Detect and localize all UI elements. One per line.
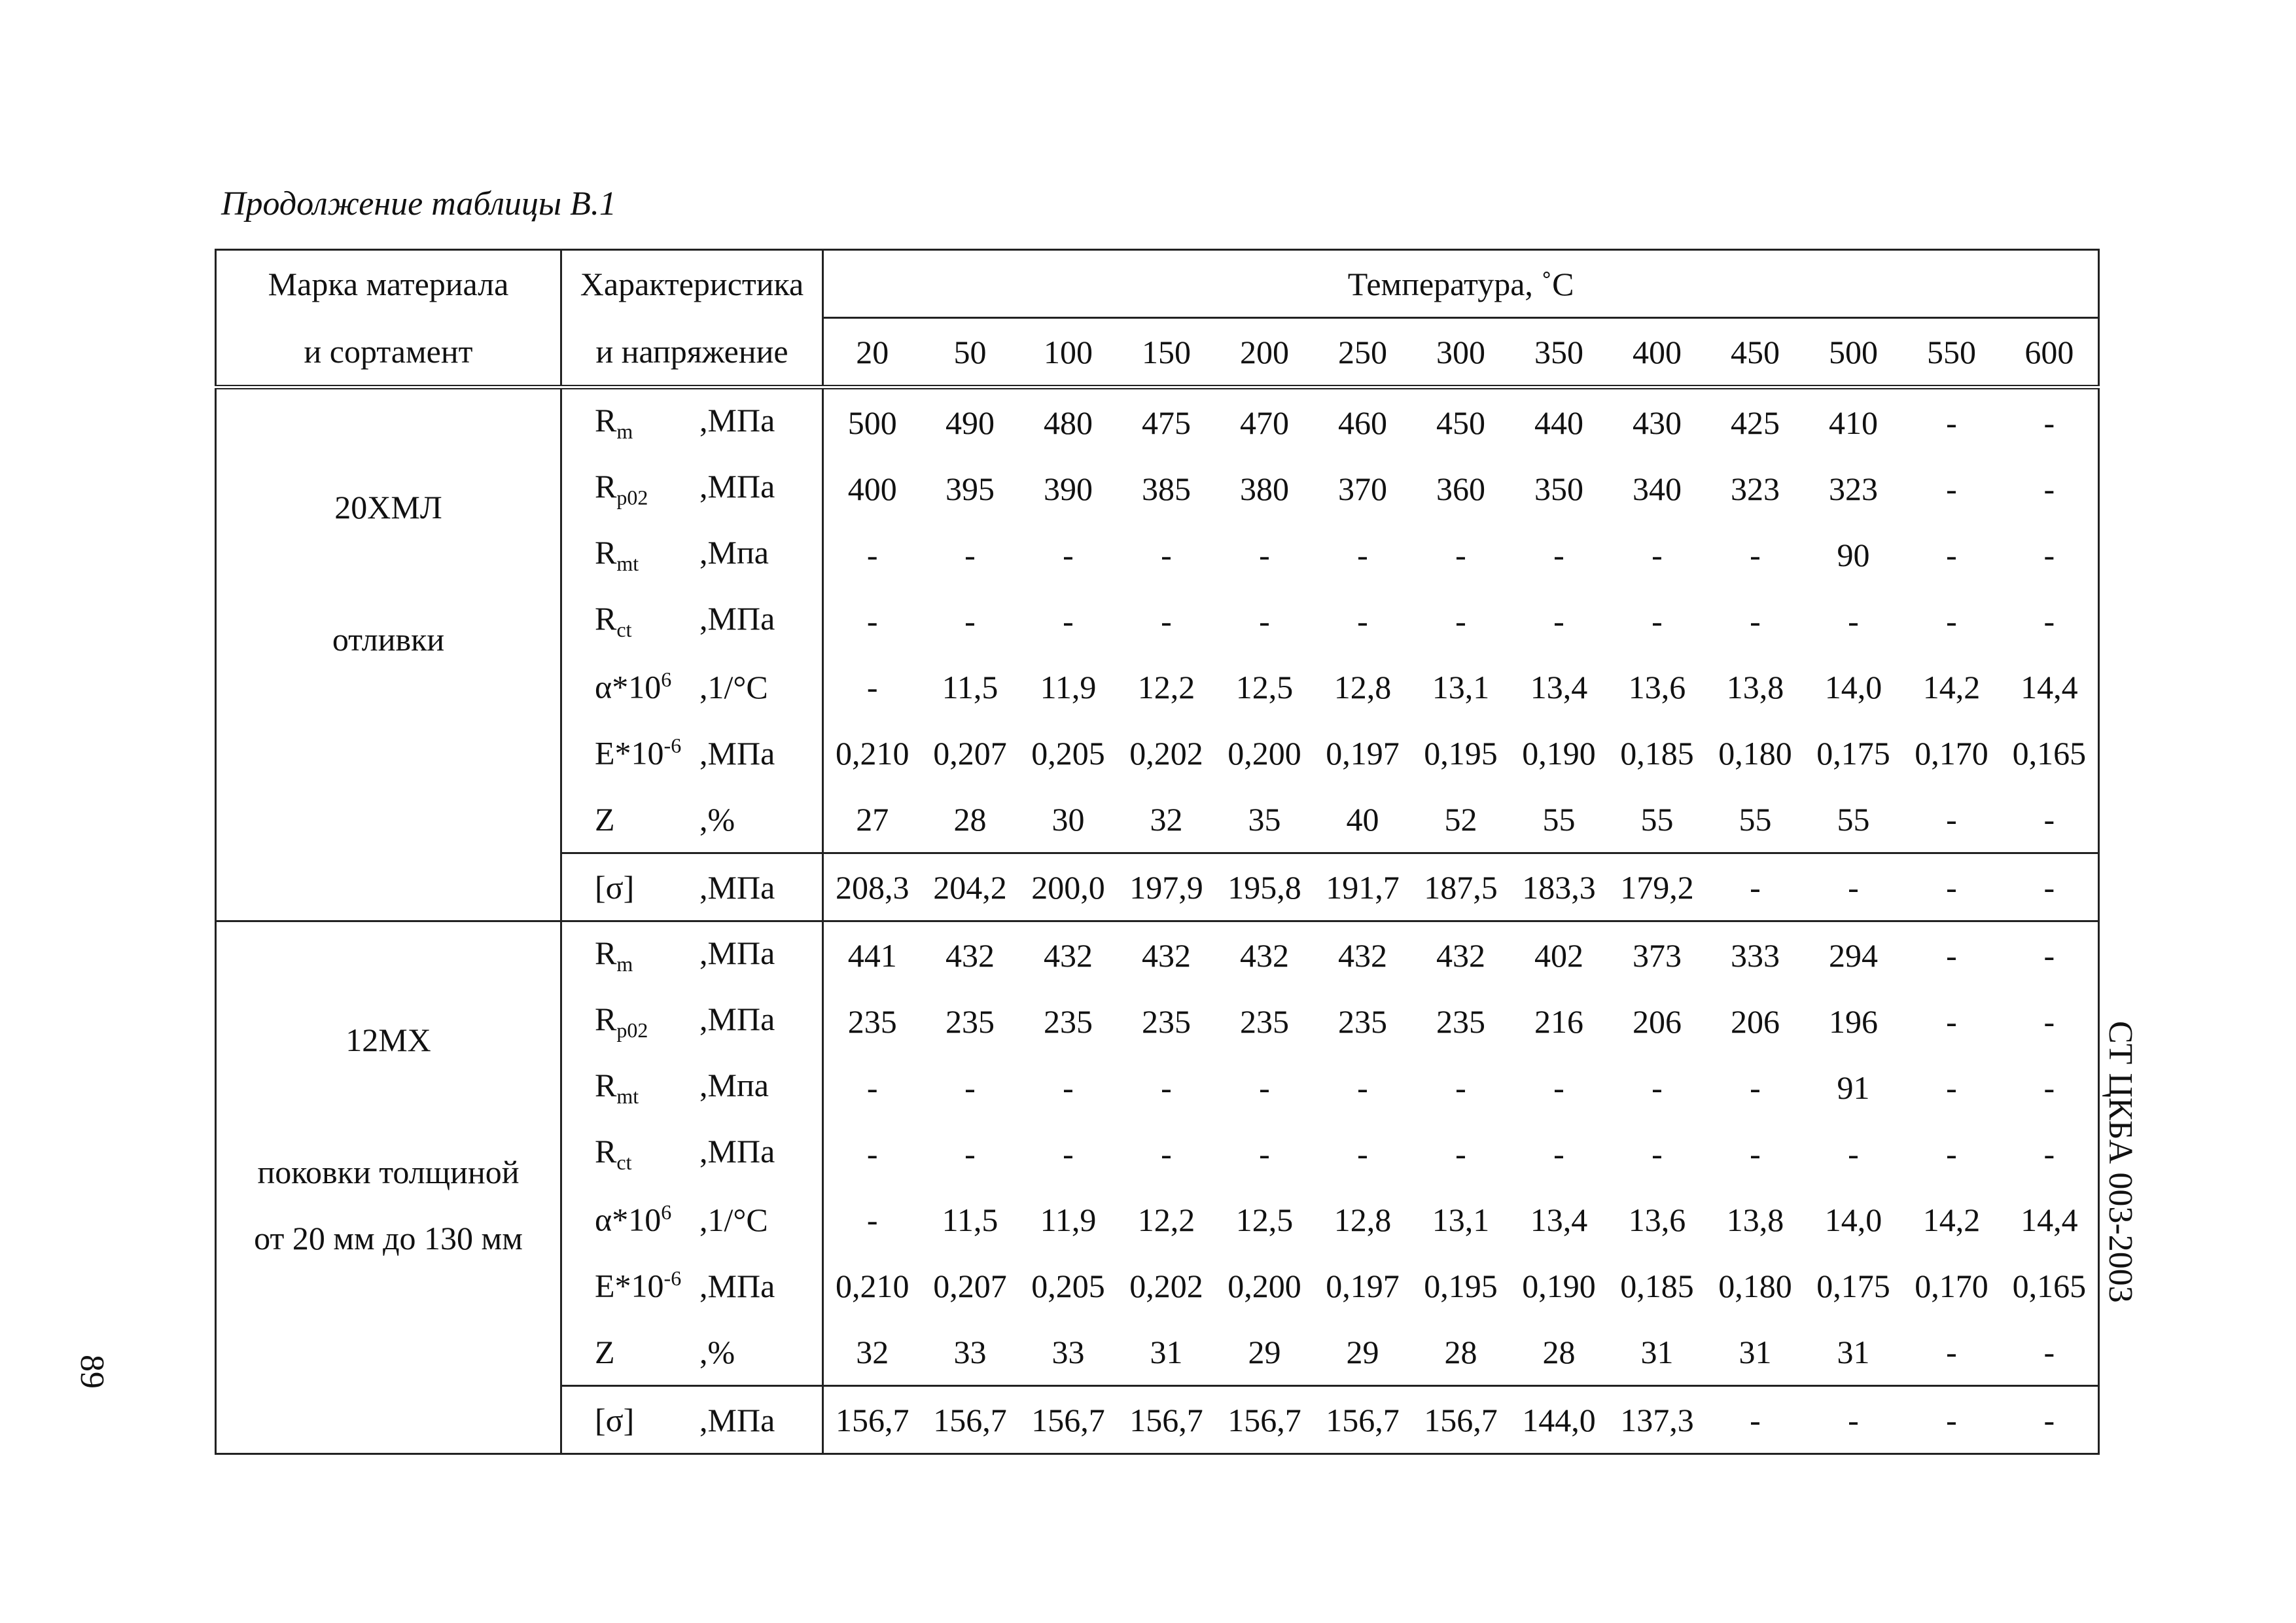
value-cell: 12,5 xyxy=(1235,1201,1294,1238)
value-cell: - xyxy=(1946,1003,1957,1040)
temperature-header-cell: 150 xyxy=(1118,318,1216,387)
table-row xyxy=(216,921,2099,989)
value-cell: - xyxy=(1750,536,1761,573)
value-cell: 31 xyxy=(1608,1319,1706,1386)
value-cell: - xyxy=(2001,522,2099,588)
value-cell: - xyxy=(2001,921,2099,989)
value-cell: 40 xyxy=(1314,786,1412,853)
value-cell: 390 xyxy=(1044,470,1093,507)
value-cell: - xyxy=(866,1201,878,1238)
value-cell: 14,2 xyxy=(1922,668,1981,705)
value-cell: 432 xyxy=(1338,936,1387,974)
header-temperature: Температура, ˚С xyxy=(823,250,2099,318)
value-cell: 432 xyxy=(1044,936,1093,974)
value-cell: 235 xyxy=(1338,1003,1387,1040)
value-cell: 0,210 xyxy=(836,1267,910,1304)
value-cell: 340 xyxy=(1633,470,1682,507)
value-cell: 0,190 xyxy=(1522,734,1596,772)
value-cell: - xyxy=(1651,536,1663,573)
value-cell: - xyxy=(1259,1135,1270,1172)
value-cell: 55 xyxy=(1608,786,1706,853)
characteristic-cell: Z ,% xyxy=(561,786,823,853)
value-cell: - xyxy=(2001,1386,2099,1454)
value-cell: 441 xyxy=(847,936,897,974)
value-cell: - xyxy=(1063,1135,1074,1172)
value-cell: 55 xyxy=(1805,786,1903,853)
value-cell: 323 xyxy=(1731,470,1780,507)
header-characteristic: Характеристика xyxy=(561,250,823,318)
characteristic-cell: $E*10^{-6}$ ,МПа xyxy=(561,1253,823,1319)
value-cell: 0,165 xyxy=(2001,720,2099,786)
value-cell: 13,6 xyxy=(1628,1201,1686,1238)
value-cell: 206 xyxy=(1633,1003,1682,1040)
value-cell: - xyxy=(964,536,976,573)
material-properties-table xyxy=(215,249,2100,1455)
value-cell: 294 xyxy=(1829,936,1878,974)
value-cell: 460 xyxy=(1338,404,1387,441)
material-line xyxy=(217,1073,560,1139)
value-cell: 183,3 xyxy=(1510,853,1608,921)
value-cell: 14,0 xyxy=(1824,1201,1882,1238)
value-cell: - xyxy=(1946,404,1957,441)
value-cell: 430 xyxy=(1633,404,1682,441)
value-cell: 156,7 xyxy=(823,1386,921,1454)
value-cell: 0,202 xyxy=(1129,1267,1203,1304)
characteristic-cell: $R_{mt}$ ,Мпа xyxy=(561,1054,823,1120)
value-cell: 490 xyxy=(945,404,995,441)
value-cell: 144,0 xyxy=(1510,1386,1608,1454)
value-cell: - xyxy=(866,1069,878,1106)
value-cell: - xyxy=(1259,602,1270,639)
value-cell: - xyxy=(1750,602,1761,639)
value-cell: 32 xyxy=(823,1319,921,1386)
value-cell: 156,7 xyxy=(1216,1386,1314,1454)
characteristic-cell: Z ,% xyxy=(561,1319,823,1386)
temperature-header-cell: 100 xyxy=(1019,318,1118,387)
characteristic-cell: $\alpha*10^6$ ,1/°С xyxy=(561,654,823,720)
characteristic-cell: $R_{mt}$ ,Мпа xyxy=(561,522,823,588)
value-cell: 13,8 xyxy=(1726,1201,1784,1238)
value-cell: 0,170 xyxy=(1915,734,1988,772)
value-cell: 235 xyxy=(945,1003,995,1040)
value-cell: - xyxy=(1805,853,1903,921)
value-cell: 0,190 xyxy=(1522,1267,1596,1304)
value-cell: 235 xyxy=(1436,1003,1485,1040)
value-cell: 0,207 xyxy=(933,734,1007,772)
value-cell: 370 xyxy=(1338,470,1387,507)
value-cell: 410 xyxy=(1829,404,1878,441)
value-cell: 395 xyxy=(945,470,995,507)
value-cell: 402 xyxy=(1534,936,1583,974)
value-cell: - xyxy=(1455,1135,1466,1172)
value-cell: - xyxy=(2001,387,2099,456)
value-cell: 235 xyxy=(1142,1003,1191,1040)
value-cell: 470 xyxy=(1240,404,1289,441)
value-cell: 156,7 xyxy=(921,1386,1019,1454)
value-cell: - xyxy=(1259,536,1270,573)
value-cell: 13,6 xyxy=(1628,668,1686,705)
value-cell: 0,175 xyxy=(1816,1267,1890,1304)
value-cell: 33 xyxy=(921,1319,1019,1386)
value-cell: 0,205 xyxy=(1031,1267,1105,1304)
value-cell: 14,0 xyxy=(1824,668,1882,705)
value-cell: 0,200 xyxy=(1227,734,1301,772)
value-cell: - xyxy=(1553,1069,1564,1106)
material-line xyxy=(217,1272,560,1338)
header-material-line2: и сортамент xyxy=(216,318,561,387)
value-cell: 432 xyxy=(945,936,995,974)
value-cell: 11,9 xyxy=(1040,668,1097,705)
value-cell: 0,180 xyxy=(1718,734,1792,772)
value-cell: - xyxy=(1357,602,1368,639)
value-cell: - xyxy=(1706,1386,1805,1454)
temperature-header-cell: 250 xyxy=(1314,318,1412,387)
characteristic-cell: [σ] ,МПа xyxy=(561,853,823,921)
value-cell: - xyxy=(1455,536,1466,573)
material-line: 12МХ xyxy=(345,1022,431,1058)
value-cell: - xyxy=(1357,536,1368,573)
value-cell: 29 xyxy=(1314,1319,1412,1386)
characteristic-cell: $R_{ct}$ ,МПа xyxy=(561,588,823,654)
value-cell: 475 xyxy=(1142,404,1191,441)
value-cell: 29 xyxy=(1216,1319,1314,1386)
value-cell: - xyxy=(866,536,878,573)
value-cell: 28 xyxy=(1510,1319,1608,1386)
value-cell: 12,8 xyxy=(1333,668,1392,705)
value-cell: 11,5 xyxy=(942,668,998,705)
value-cell: 28 xyxy=(921,786,1019,853)
material-line: отливки xyxy=(332,621,445,658)
value-cell: 360 xyxy=(1436,470,1485,507)
temperature-header-cell: 200 xyxy=(1216,318,1314,387)
material-cell xyxy=(216,387,561,921)
value-cell: 0,180 xyxy=(1718,1267,1792,1304)
value-cell: 0,165 xyxy=(2001,1253,2099,1319)
value-cell: - xyxy=(1161,1069,1172,1106)
value-cell: 52 xyxy=(1412,786,1510,853)
value-cell: 500 xyxy=(847,404,897,441)
value-cell: 450 xyxy=(1436,404,1485,441)
value-cell: 0,200 xyxy=(1227,1267,1301,1304)
value-cell: - xyxy=(1848,1135,1859,1172)
value-cell: 12,5 xyxy=(1235,668,1294,705)
value-cell: - xyxy=(1063,602,1074,639)
value-cell: 216 xyxy=(1534,1003,1583,1040)
value-cell: 13,4 xyxy=(1530,1201,1588,1238)
characteristic-cell: [σ] ,МПа xyxy=(561,1386,823,1454)
value-cell: 91 xyxy=(1837,1069,1870,1106)
value-cell: 0,205 xyxy=(1031,734,1105,772)
value-cell: 425 xyxy=(1731,404,1780,441)
temperature-header-cell: 350 xyxy=(1510,318,1608,387)
value-cell: - xyxy=(1946,1069,1957,1106)
value-cell: 197,9 xyxy=(1118,853,1216,921)
value-cell: - xyxy=(2001,853,2099,921)
value-cell: - xyxy=(1357,1069,1368,1106)
value-cell: - xyxy=(1455,1069,1466,1106)
value-cell: 13,1 xyxy=(1432,668,1490,705)
value-cell: - xyxy=(1161,536,1172,573)
material-line: 20ХМЛ xyxy=(334,489,442,526)
value-cell: 432 xyxy=(1240,936,1289,974)
value-cell: - xyxy=(866,1135,878,1172)
value-cell: - xyxy=(1553,536,1564,573)
temperature-header-cell: 300 xyxy=(1412,318,1510,387)
table-caption: Продолжение таблицы В.1 xyxy=(221,185,616,223)
value-cell: - xyxy=(1161,602,1172,639)
value-cell: 206 xyxy=(1731,1003,1780,1040)
value-cell: - xyxy=(2001,988,2099,1054)
value-cell: 323 xyxy=(1829,470,1878,507)
value-cell: - xyxy=(1063,536,1074,573)
page-number: 89 xyxy=(73,1355,111,1389)
value-cell: 31 xyxy=(1118,1319,1216,1386)
value-cell: 204,2 xyxy=(921,853,1019,921)
value-cell: - xyxy=(1848,602,1859,639)
value-cell: - xyxy=(1946,470,1957,507)
value-cell: 0,195 xyxy=(1424,1267,1498,1304)
value-cell: 0,170 xyxy=(1915,1267,1988,1304)
value-cell: - xyxy=(2001,786,2099,853)
value-cell: - xyxy=(1903,853,2001,921)
value-cell: 200,0 xyxy=(1019,853,1118,921)
table-row xyxy=(216,387,2099,456)
temperature-header-cell: 20 xyxy=(823,318,921,387)
value-cell: 32 xyxy=(1118,786,1216,853)
temperature-header-cell: 550 xyxy=(1903,318,2001,387)
value-cell: 380 xyxy=(1240,470,1289,507)
value-cell: 30 xyxy=(1019,786,1118,853)
value-cell: 156,7 xyxy=(1314,1386,1412,1454)
value-cell: - xyxy=(1946,536,1957,573)
value-cell: - xyxy=(2001,1054,2099,1120)
value-cell: 137,3 xyxy=(1608,1386,1706,1454)
value-cell: 12,2 xyxy=(1137,1201,1195,1238)
value-cell: 187,5 xyxy=(1412,853,1510,921)
value-cell: - xyxy=(1805,1386,1903,1454)
value-cell: 235 xyxy=(847,1003,897,1040)
value-cell: 156,7 xyxy=(1019,1386,1118,1454)
value-cell: - xyxy=(1750,1135,1761,1172)
value-cell: - xyxy=(1161,1135,1172,1172)
temperature-header-cell: 400 xyxy=(1608,318,1706,387)
value-cell: 0,197 xyxy=(1326,1267,1400,1304)
value-cell: 14,4 xyxy=(2001,654,2099,720)
value-cell: - xyxy=(1651,602,1663,639)
material-line xyxy=(217,673,560,739)
value-cell: 208,3 xyxy=(823,853,921,921)
temperature-header-cell: 600 xyxy=(2001,318,2099,387)
value-cell: 13,8 xyxy=(1726,668,1784,705)
temperature-header-cell: 450 xyxy=(1706,318,1805,387)
value-cell: 196 xyxy=(1829,1003,1878,1040)
value-cell: 385 xyxy=(1142,470,1191,507)
value-cell: 350 xyxy=(1534,470,1583,507)
value-cell: 0,202 xyxy=(1129,734,1203,772)
value-cell: 432 xyxy=(1436,936,1485,974)
value-cell: - xyxy=(964,1135,976,1172)
value-cell: - xyxy=(2001,588,2099,654)
characteristic-cell: $R_{ct}$ ,МПа xyxy=(561,1120,823,1186)
value-cell: - xyxy=(964,602,976,639)
value-cell: - xyxy=(1357,1135,1368,1172)
value-cell: 90 xyxy=(1837,536,1870,573)
value-cell: 28 xyxy=(1412,1319,1510,1386)
value-cell: 440 xyxy=(1534,404,1583,441)
value-cell: - xyxy=(1946,602,1957,639)
value-cell: 0,197 xyxy=(1326,734,1400,772)
value-cell: - xyxy=(1903,1386,2001,1454)
value-cell: - xyxy=(1946,936,1957,974)
value-cell: 31 xyxy=(1805,1319,1903,1386)
value-cell: 480 xyxy=(1044,404,1093,441)
value-cell: 432 xyxy=(1142,936,1191,974)
value-cell: - xyxy=(2001,455,2099,522)
document-code: СТ ЦКБА 003-2003 xyxy=(2102,1021,2139,1303)
value-cell: - xyxy=(964,1069,976,1106)
value-cell: 11,9 xyxy=(1040,1201,1097,1238)
value-cell: - xyxy=(1259,1069,1270,1106)
temperature-header-cell: 500 xyxy=(1805,318,1903,387)
temperature-header-cell: 50 xyxy=(921,318,1019,387)
value-cell: 195,8 xyxy=(1216,853,1314,921)
value-cell: 35 xyxy=(1216,786,1314,853)
value-cell: 0,195 xyxy=(1424,734,1498,772)
value-cell: 13,1 xyxy=(1432,1201,1490,1238)
value-cell: - xyxy=(1750,1069,1761,1106)
characteristic-cell: $E*10^{-6}$ ,МПа xyxy=(561,720,823,786)
value-cell: - xyxy=(1903,786,2001,853)
value-cell: 333 xyxy=(1731,936,1780,974)
material-line: поковки толщиной xyxy=(257,1154,520,1190)
value-cell: - xyxy=(1946,1135,1957,1172)
value-cell: - xyxy=(1553,602,1564,639)
value-cell: 179,2 xyxy=(1608,853,1706,921)
characteristic-cell: $R_m$ ,МПа xyxy=(561,921,823,989)
value-cell: - xyxy=(1455,602,1466,639)
value-cell: 12,2 xyxy=(1137,668,1195,705)
characteristic-cell: $R_{p02}$ ,МПа xyxy=(561,455,823,522)
material-cell xyxy=(216,921,561,1454)
value-cell: 400 xyxy=(847,470,897,507)
value-cell: - xyxy=(866,668,878,705)
characteristic-cell: $R_{p02}$ ,МПа xyxy=(561,988,823,1054)
value-cell: - xyxy=(1063,1069,1074,1106)
characteristic-cell: $\alpha*10^6$ ,1/°С xyxy=(561,1186,823,1253)
value-cell: - xyxy=(2001,1120,2099,1186)
value-cell: 55 xyxy=(1510,786,1608,853)
value-cell: 235 xyxy=(1240,1003,1289,1040)
value-cell: 31 xyxy=(1706,1319,1805,1386)
header-characteristic-line2: и напряжение xyxy=(561,318,823,387)
value-cell: 14,4 xyxy=(2001,1186,2099,1253)
value-cell: - xyxy=(1553,1135,1564,1172)
value-cell: - xyxy=(1651,1069,1663,1106)
value-cell: - xyxy=(866,602,878,639)
value-cell: - xyxy=(1651,1135,1663,1172)
value-cell: 0,210 xyxy=(836,734,910,772)
value-cell: - xyxy=(1706,853,1805,921)
value-cell: 55 xyxy=(1706,786,1805,853)
value-cell: 27 xyxy=(823,786,921,853)
value-cell: 191,7 xyxy=(1314,853,1412,921)
value-cell: 0,185 xyxy=(1620,734,1694,772)
value-cell: 156,7 xyxy=(1412,1386,1510,1454)
value-cell: 156,7 xyxy=(1118,1386,1216,1454)
header-material: Марка материала xyxy=(216,250,561,318)
material-line: от 20 мм до 130 мм xyxy=(254,1220,523,1257)
value-cell: 0,175 xyxy=(1816,734,1890,772)
value-cell: 373 xyxy=(1633,936,1682,974)
value-cell: 12,8 xyxy=(1333,1201,1392,1238)
material-line xyxy=(217,541,560,607)
value-cell: 11,5 xyxy=(942,1201,998,1238)
characteristic-cell: $R_m$ ,МПа xyxy=(561,387,823,456)
material-line xyxy=(217,739,560,805)
value-cell: - xyxy=(2001,1319,2099,1386)
value-cell: 33 xyxy=(1019,1319,1118,1386)
value-cell: 0,185 xyxy=(1620,1267,1694,1304)
value-cell: 0,207 xyxy=(933,1267,1007,1304)
value-cell: - xyxy=(1903,1319,2001,1386)
value-cell: 13,4 xyxy=(1530,668,1588,705)
value-cell: 14,2 xyxy=(1922,1201,1981,1238)
value-cell: 235 xyxy=(1044,1003,1093,1040)
